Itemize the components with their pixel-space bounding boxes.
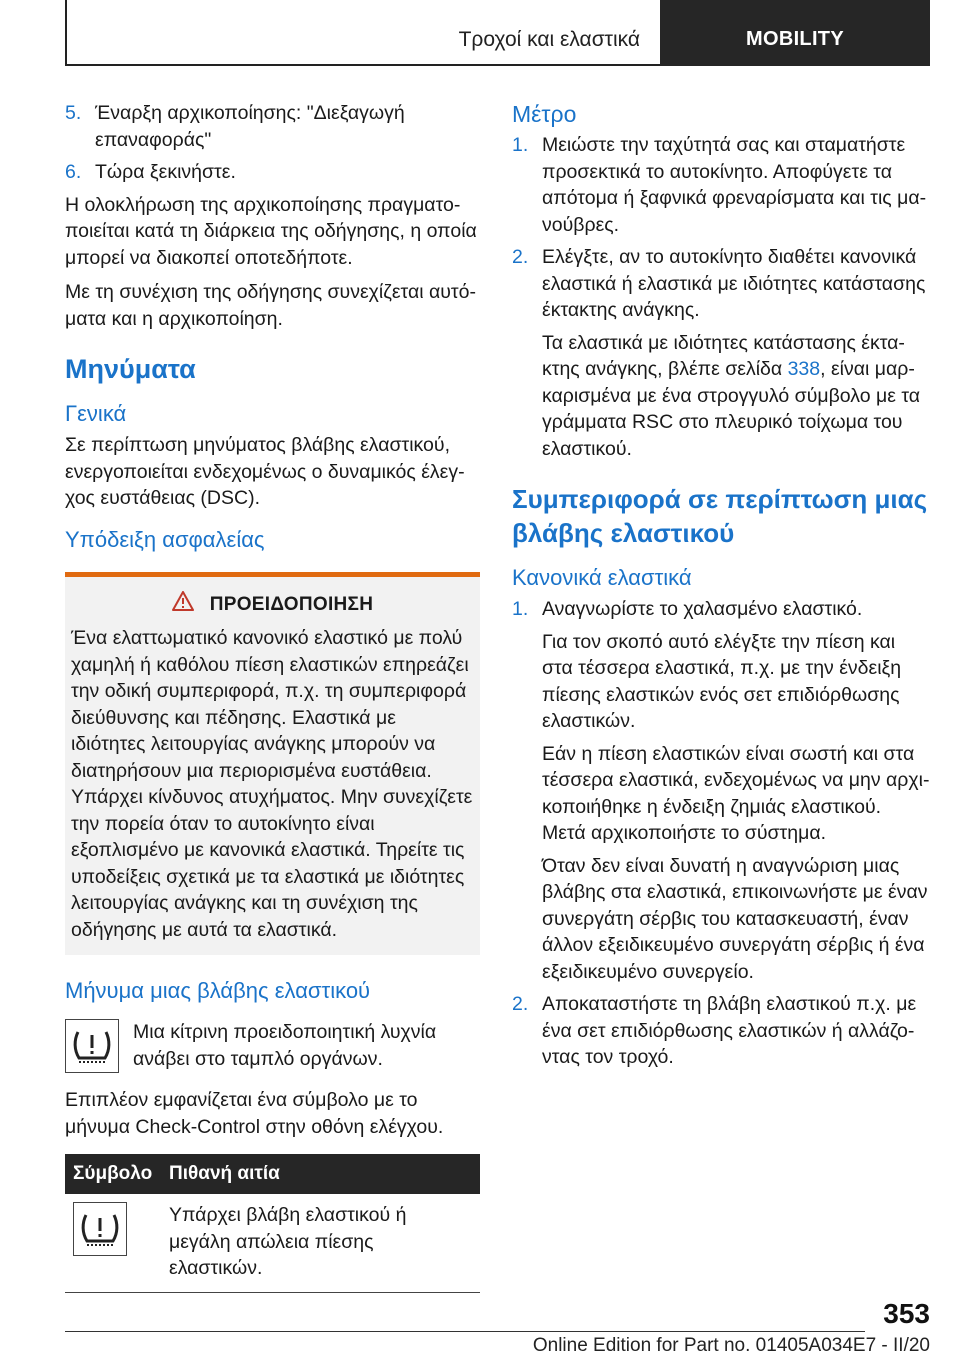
section-tab	[660, 0, 930, 66]
heading-msg-fault: Μήνυμα μιας βλάβης ελαστικού	[65, 978, 371, 1003]
warning-body: Ένα ελαττωματικό κανονικό ελαστικό με πολύ χαμηλή ή καθόλου πίεση ελαστικών επηρεάζει την οδική συμπεριφορά, π.χ. τη συμπεριφορά διεύθυνσης και πέδησης. Ελαστικά με ιδιότητες λειτουργίας ανάγκης μπορούν να διατηρήσουν μια περιορισμένα ευστάθεια. Υπάρχει κίνδυνος ατυχήματος. Μην συνεχίζετε την πορεία όταν το αυτοκίνητο είναι εξοπλισμένο με κανονικά ελαστικά. Τηρείτε τις υποδείξεις σχετικά με τα ελαστικά με ιδιότητες λειτουργίας ανάγκης και τη συνέχιση της οδήγησης με αυτά τα ελαστικά.	[71, 627, 473, 941]
section-tab-label: MOBILITY	[746, 28, 844, 50]
paragraph: Επιπλέον εμφανίζεται ένα σύμβολο με το μήνυμα Check-Control στην οθόνη ελέγχου.	[65, 1089, 444, 1138]
table-header-row	[65, 1154, 480, 1194]
step-note-text: Τα ελαστικά με ιδιότητες κατάστασης έκτακτης ανάγκης, βλέπε σελίδα	[542, 331, 905, 380]
step-note: Εάν η πίεση ελαστικών είναι σωστή και στα τέσσερα ελαστικά, ενδεχομένως να μην αρχικοποιήθηκε η ένδειξη ζημιάς ελαστικού. Μετά αρχικοποιήστε το σύστημα.	[542, 742, 930, 844]
indicator-message	[65, 1019, 480, 1073]
page-number: 353	[883, 1298, 930, 1329]
page-reference-link[interactable]: 338	[787, 358, 821, 380]
warning-triangle-icon	[172, 591, 194, 620]
paragraph: Με τη συνέχιση της οδήγησης συνεχίζεται αυτόματα και η αρχικοποίηση.	[65, 281, 476, 330]
table-row	[65, 1194, 480, 1292]
step-number: 2.	[512, 993, 529, 1015]
indicator-message-text: Μια κίτρινη προειδοποιητική λυχνία ανάβει στο ταμπλό οργάνων.	[133, 1021, 437, 1070]
header-rule-left	[65, 0, 67, 66]
step-note: Όταν δεν είναι δυνατή η αναγνώριση μιας βλάβης στα ελαστικά, επικοινωνήστε με έναν συνεργάτη σέρβις του κατασκευαστή, έναν άλλον εξειδικευμένο συνεργάτη σέρβις ή ένα εξειδικευμένο συνεργείο.	[542, 854, 928, 983]
heading-normal-tires: Κανονικά ελαστικά	[512, 565, 692, 590]
warning-title: ΠΡΟΕΙΔΟΠΟΙΗΣΗ	[209, 593, 374, 615]
step-text: Αναγνωρίστε το χαλασμένο ελαστικό.	[542, 598, 863, 620]
step-note: Για τον σκοπό αυτό ελέγξτε την πίεση και στα τέσσερα ελαστικά, π.χ. με την ένδειξη πίεσης ελαστικών ενός σετ επιδιόρθωσης ελαστικών.	[542, 630, 902, 732]
step-number: 1.	[512, 134, 529, 156]
left-column	[65, 100, 480, 1293]
chapter-title: Τροχοί και ελαστικά	[458, 28, 640, 51]
warning-title-row	[71, 591, 474, 620]
footer-rule	[65, 1331, 865, 1332]
paragraph: Σε περίπτωση μηνύματος βλάβης ελαστικού, ενεργοποιείται ενδεχομένως ο δυναμικός έλεγχος ευστάθειας (DSC).	[65, 434, 465, 509]
warning-box	[65, 572, 480, 956]
step-note	[512, 330, 930, 463]
step-item	[512, 596, 930, 623]
step-text: Ελέγξτε, αν το αυτοκίνητο διαθέτει κανονικά ελαστικά ή ελαστικά με ιδιότητες κατάστασης έκτακτης ανάγκης.	[542, 246, 926, 321]
step-number: 5.	[65, 102, 82, 124]
step-item	[512, 991, 930, 1071]
step-number: 6.	[65, 161, 82, 183]
step-text: Έναρξη αρχικοποίησης: "Διεξαγωγή επαναφοράς"	[95, 102, 405, 151]
right-column	[512, 100, 930, 1077]
table-header-cause: Πιθανή αιτία	[161, 1154, 480, 1194]
footer-edition: Online Edition for Part no. 01405A034E7 - II/20	[532, 1335, 930, 1356]
step-item	[65, 100, 480, 153]
step-number: 2.	[512, 246, 529, 268]
table-cell-symbol	[65, 1194, 161, 1292]
step-item	[65, 159, 480, 186]
heading-safety: Υπόδειξη ασφαλείας	[65, 526, 265, 552]
step-item	[512, 132, 930, 238]
heading-messages: Μηνύματα	[65, 354, 196, 384]
step-text: Μειώστε την ταχύτητά σας και σταματήστε προσεκτικά το αυτοκίνητο. Αποφύγετε τα απότομα ή ξαφνικά φρεναρίσματα και τις μανούβρες.	[542, 134, 927, 236]
step-text: Τώρα ξεκινήστε.	[95, 161, 236, 183]
step-note-text: , είναι μαρκαρισμένα με ένα στρογγυλό σύμβολο με τα γράμματα RSC στο πλευρικό τοίχωμα του ελαστικού.	[542, 358, 921, 460]
step-number: 1.	[512, 598, 529, 620]
step-text: Αποκαταστήστε τη βλάβη ελαστικού π.χ. με ένα σετ επιδιόρθωσης ελαστικών ή αλλάζοντας τον τροχό.	[542, 993, 917, 1068]
heading-behavior: Συμπεριφορά σε περίπτωση μιας βλάβης ελαστικού	[512, 484, 928, 548]
table-cell-cause: Υπάρχει βλάβη ελαστικού ή μεγάλη απώλεια πίεσης ελαστικών.	[161, 1194, 480, 1292]
table-header-symbol: Σύμβολο	[65, 1154, 161, 1194]
tire-pressure-warning-icon	[73, 1202, 127, 1256]
heading-measures: Μέτρο	[512, 101, 577, 127]
heading-general: Γενικά	[65, 401, 127, 426]
step-item	[512, 244, 930, 324]
paragraph: Η ολοκλήρωση της αρχικοποίησης πραγματοποιείται κατά τη διάρκεια της οδήγησης, η οποία μπορεί να διακοπεί οποτεδήποτε.	[65, 193, 477, 269]
symbol-table	[65, 1154, 480, 1293]
tire-pressure-warning-icon	[65, 1019, 119, 1073]
